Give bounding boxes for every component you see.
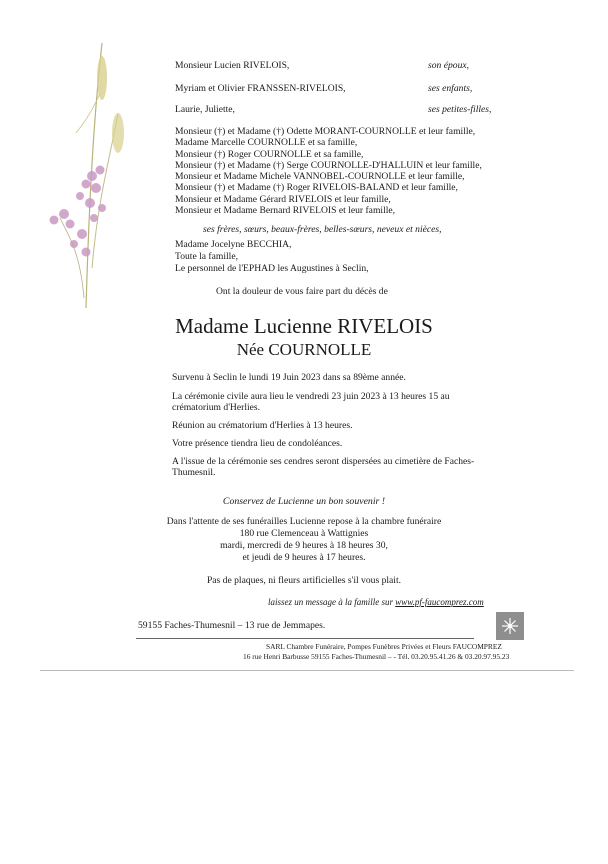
other-line: Madame Jocelyne BECCHIA, xyxy=(175,239,292,250)
relative-line: Madame Marcelle COURNOLLE et sa famille, xyxy=(175,137,358,149)
footer-company: SARL Chambre Funéraire, Pompes Funèbres Privées et Fleurs FAUCOMPREZ xyxy=(266,642,502,651)
relative-line: Monsieur et Madame Gérard RIVELOIS et leur famille, xyxy=(175,193,391,205)
message-line xyxy=(268,597,484,608)
relative-line: Monsieur (†) et Madame (†) Serge COURNOLLE-D'HALLUIN et leur famille, xyxy=(175,159,482,171)
relative-line: Monsieur (†) et Madame (†) Odette MORANT-COURNOLLE et leur famille, xyxy=(175,126,476,137)
children-names: Myriam et Olivier FRANSSEN-RIVELOIS, xyxy=(175,83,346,94)
message-prefix: laissez un message à la famille sur xyxy=(268,597,393,607)
grandchildren-names: Laurie, Juliette, xyxy=(175,104,235,115)
relative-line: Monsieur et Madame Michele VANNOBEL-COURNOLLE et leur famille, xyxy=(175,171,465,183)
visit-line-3: mardi, mercredi de 9 heures à 18 heures 30, xyxy=(220,540,388,551)
flower-illustration xyxy=(40,38,130,313)
footer-contact: 16 rue Henri Barbusse 59155 Faches-Thumesnil – - Tél. 03.20.95.41.26 & 03.20.97.95.23 xyxy=(243,652,510,661)
no-flowers-text: Pas de plaques, ni fleurs artificielles s'il vous plait. xyxy=(206,575,402,586)
relative-line: Monsieur et Madame Bernard RIVELOIS et leur famille, xyxy=(175,205,396,217)
spouse-relation: son époux, xyxy=(428,60,470,71)
souvenir-text: Conservez de Lucienne un bon souvenir ! xyxy=(222,496,386,507)
funeral-home-logo xyxy=(496,612,524,640)
address-text: 59155 Faches-Thumesnil – 13 rue de Jemmapes. xyxy=(138,620,326,631)
death-info: Survenu à Seclin le lundi 19 Juin 2023 dans sa 89ème année. xyxy=(172,372,406,383)
page-bottom-divider xyxy=(40,670,574,671)
grandchildren-relation: ses petites-filles, xyxy=(428,104,492,115)
ceremony-line-1: La cérémonie civile aura lieu le vendredi 23 juin 2023 à 13 heures 15 au xyxy=(172,391,450,402)
other-line: Le personnel de l'EPHAD les Augustines à Seclin, xyxy=(175,263,369,274)
deceased-name: Madame Lucienne RIVELOIS xyxy=(175,314,433,338)
condolences-info: Votre présence tiendra lieu de condoléances. xyxy=(172,438,343,449)
meeting-info: Réunion au crématorium d'Herlies à 13 heures. xyxy=(172,420,353,431)
footer-divider xyxy=(136,638,474,639)
message-link[interactable]: www.pf-faucomprez.com xyxy=(395,597,484,607)
ceremony-line-2: crématorium d'Herlies. xyxy=(172,402,261,413)
ashes-line-1: A l'issue de la cérémonie ses cendres seront dispersées au cimetière de Faches- xyxy=(172,456,475,467)
visit-line-4: et jeudi de 9 heures à 17 heures. xyxy=(242,552,366,563)
deceased-birth-name: Née COURNOLLE xyxy=(236,340,372,359)
visit-line-1: Dans l'attente de ses funérailles Lucienne repose à la chambre funéraire xyxy=(166,516,442,527)
relative-line: Monsieur (†) Roger COURNOLLE et sa famille, xyxy=(175,148,364,160)
relatives-note: ses frères, sœurs, beaux-frères, belles-sœurs, neveux et nièces, xyxy=(203,224,442,235)
visit-line-2: 180 rue Clemenceau à Wattignies xyxy=(239,528,369,539)
relative-line: Monsieur (†) et Madame (†) Roger RIVELOIS-BALAND et leur famille, xyxy=(175,182,458,194)
relatives-list xyxy=(175,126,482,216)
other-line: Toute la famille, xyxy=(175,251,238,262)
announcement-text: Ont la douleur de vous faire part du décès de xyxy=(216,286,388,297)
star-icon xyxy=(496,612,524,640)
children-relation: ses enfants, xyxy=(428,83,473,94)
ashes-line-2: Thumesnil. xyxy=(172,467,216,478)
spouse-name: Monsieur Lucien RIVELOIS, xyxy=(175,60,290,71)
